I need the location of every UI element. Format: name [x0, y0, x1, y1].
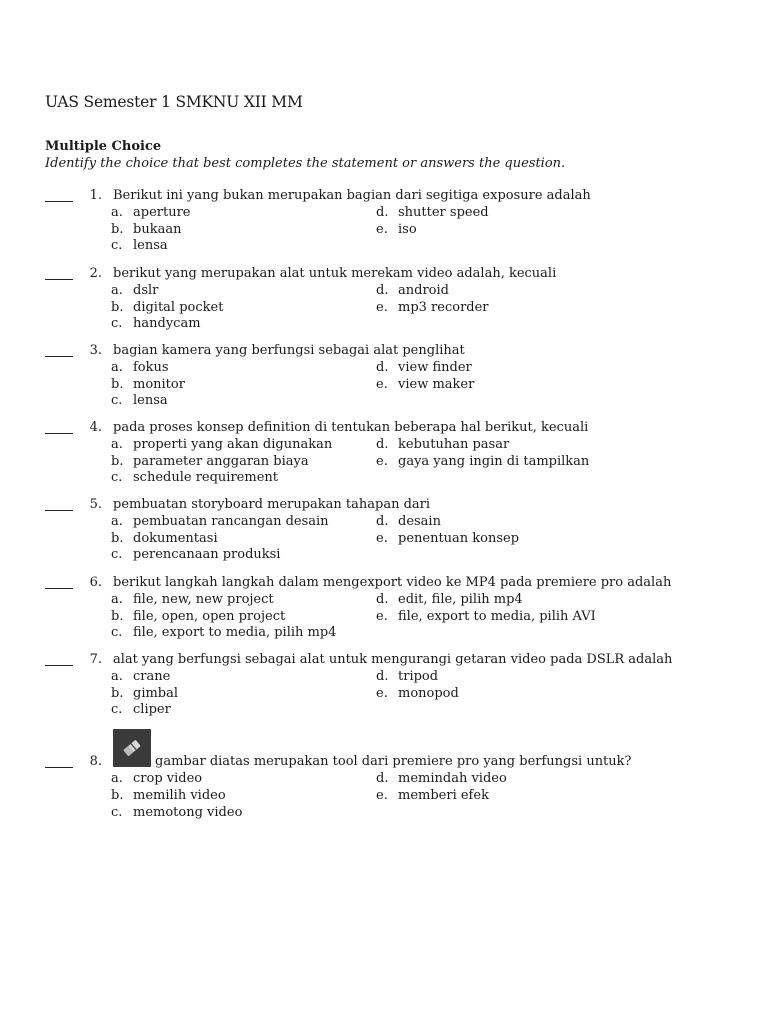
question-text: gambar diatas merupakan tool dari premiere pro yang berfungsi untuk? — [155, 754, 632, 769]
option-letter: c. — [111, 470, 123, 485]
option-letter: b. — [111, 531, 124, 546]
option-letter: a. — [111, 771, 123, 786]
answer-blank[interactable] — [45, 433, 73, 434]
instructions: Identify the choice that best completes the statement or answers the question. — [45, 156, 566, 171]
option-text: memindah video — [398, 771, 507, 786]
option-letter: d. — [376, 437, 389, 452]
option-text: handycam — [133, 316, 201, 331]
option-letter: a. — [111, 592, 123, 607]
question-text: pada proses konsep definition di tentukan beberapa hal berikut, kecuali — [113, 420, 589, 435]
option-letter: a. — [111, 514, 123, 529]
option-text: view finder — [398, 360, 472, 375]
option-text: properti yang akan digunakan — [133, 437, 333, 452]
option-text: aperture — [133, 205, 191, 220]
option-text: shutter speed — [398, 205, 489, 220]
question-number: 3. — [89, 343, 102, 358]
question-text: berikut yang merupakan alat untuk merekam video adalah, kecuali — [113, 266, 557, 281]
question-text: alat yang berfungsi sebagai alat untuk mengurangi getaran video pada DSLR adalah — [113, 652, 673, 667]
option-text: pembuatan rancangan desain — [133, 514, 329, 529]
option-text: file, new, new project — [133, 592, 274, 607]
option-letter: a. — [111, 669, 123, 684]
answer-blank[interactable] — [45, 356, 73, 357]
question-text: Berikut ini yang bukan merupakan bagian dari segitiga exposure adalah — [113, 188, 591, 203]
option-letter: a. — [111, 437, 123, 452]
option-text: tripod — [398, 669, 439, 684]
option-text: bukaan — [133, 222, 182, 237]
option-letter: c. — [111, 547, 123, 562]
option-text: file, export to media, pilih mp4 — [133, 625, 337, 640]
option-text: desain — [398, 514, 441, 529]
option-letter: b. — [111, 222, 124, 237]
option-text: memotong video — [133, 805, 243, 820]
option-text: dslr — [133, 283, 159, 298]
answer-blank[interactable] — [45, 201, 73, 202]
option-letter: e. — [376, 609, 388, 624]
option-letter: d. — [376, 514, 389, 529]
option-text: digital pocket — [133, 300, 224, 315]
exam-title: UAS Semester 1 SMKNU XII MM — [45, 93, 303, 111]
option-letter: c. — [111, 702, 123, 717]
question-line — [0, 575, 768, 592]
option-letter: c. — [111, 238, 123, 253]
question-text: pembuatan storyboard merupakan tahapan dari — [113, 497, 431, 512]
option-letter: b. — [111, 454, 124, 469]
option-text: penentuan konsep — [398, 531, 520, 546]
option-text: perencanaan produksi — [133, 547, 281, 562]
answer-blank[interactable] — [45, 588, 73, 589]
option-text: mp3 recorder — [398, 300, 489, 315]
question-line — [0, 266, 768, 283]
option-text: kebutuhan pasar — [398, 437, 510, 452]
option-text: parameter anggaran biaya — [133, 454, 309, 469]
question-line — [0, 188, 768, 205]
option-letter: b. — [111, 377, 124, 392]
option-letter: b. — [111, 686, 124, 701]
question-number: 5. — [89, 497, 102, 512]
option-text: gaya yang ingin di tampilkan — [398, 454, 590, 469]
option-text: schedule requirement — [133, 470, 278, 485]
answer-blank[interactable] — [45, 279, 73, 280]
option-letter: a. — [111, 283, 123, 298]
option-letter: b. — [111, 300, 124, 315]
option-letter: d. — [376, 205, 389, 220]
option-text: file, open, open project — [133, 609, 286, 624]
razor-tool-icon — [113, 729, 151, 767]
question-line — [0, 497, 768, 514]
option-text: crop video — [133, 771, 203, 786]
answer-blank[interactable] — [45, 665, 73, 666]
option-text: monitor — [133, 377, 185, 392]
option-text: lensa — [133, 238, 168, 253]
question-line — [0, 420, 768, 437]
option-letter: c. — [111, 393, 123, 408]
option-text: view maker — [398, 377, 475, 392]
question-number: 4. — [89, 420, 102, 435]
answer-blank[interactable] — [45, 767, 73, 768]
question-number: 1. — [89, 188, 102, 203]
option-letter: b. — [111, 788, 124, 803]
option-letter: e. — [376, 377, 388, 392]
option-letter: d. — [376, 592, 389, 607]
question-text: berikut langkah langkah dalam mengexport video ke MP4 pada premiere pro adalah — [113, 575, 672, 590]
option-letter: b. — [111, 609, 124, 624]
option-letter: e. — [376, 300, 388, 315]
option-text: monopod — [398, 686, 459, 701]
option-text: iso — [398, 222, 417, 237]
option-text: gimbal — [133, 686, 179, 701]
question-line — [0, 652, 768, 669]
option-letter: c. — [111, 625, 123, 640]
option-text: memberi efek — [398, 788, 489, 803]
option-text: edit, file, pilih mp4 — [398, 592, 523, 607]
option-letter: a. — [111, 205, 123, 220]
option-text: android — [398, 283, 449, 298]
option-text: memilih video — [133, 788, 226, 803]
answer-blank[interactable] — [45, 510, 73, 511]
option-letter: a. — [111, 360, 123, 375]
option-text: file, export to media, pilih AVI — [398, 609, 596, 624]
option-letter: d. — [376, 283, 389, 298]
option-letter: e. — [376, 686, 388, 701]
option-text: dokumentasi — [133, 531, 218, 546]
question-number: 8. — [89, 754, 102, 769]
option-letter: e. — [376, 222, 388, 237]
option-letter: d. — [376, 669, 389, 684]
question-number: 7. — [89, 652, 102, 667]
question-text: bagian kamera yang berfungsi sebagai alat penglihat — [113, 343, 465, 358]
option-letter: d. — [376, 771, 389, 786]
question-number: 2. — [89, 266, 102, 281]
option-text: fokus — [133, 360, 169, 375]
option-text: cliper — [133, 702, 171, 717]
option-text: crane — [133, 669, 171, 684]
section-title: Multiple Choice — [45, 139, 162, 154]
option-letter: c. — [111, 316, 123, 331]
question-line — [0, 343, 768, 360]
question-line — [0, 729, 768, 773]
option-letter: e. — [376, 531, 388, 546]
option-letter: c. — [111, 805, 123, 820]
question-number: 6. — [89, 575, 102, 590]
option-letter: e. — [376, 454, 388, 469]
option-letter: e. — [376, 788, 388, 803]
option-letter: d. — [376, 360, 389, 375]
option-text: lensa — [133, 393, 168, 408]
